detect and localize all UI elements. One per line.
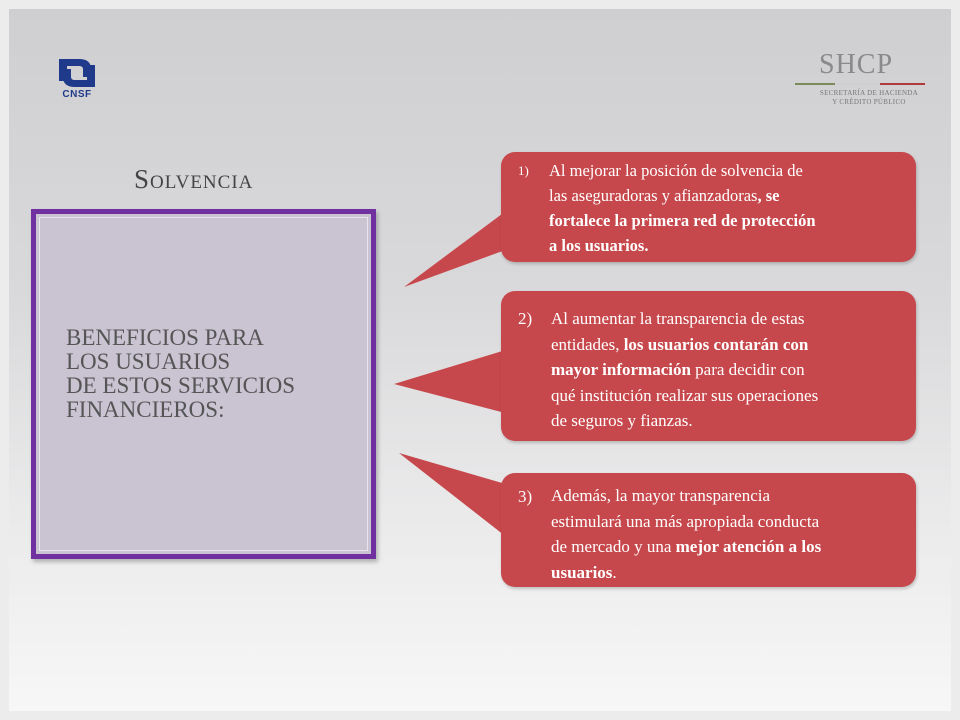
callout-2-line-4-segment-1: qué institución realizar sus operaciones (551, 385, 819, 405)
callout-2 (501, 291, 916, 441)
callout-1-line-3 (549, 208, 816, 233)
benefits-text (66, 326, 295, 422)
callout-2-number: 2) (518, 309, 533, 328)
callout-1-line-1 (549, 158, 816, 183)
benefits-line-1: BENEFICIOS PARA (66, 325, 264, 350)
callout-pointer-2 (394, 349, 509, 414)
callout-1-line-4-segment-1: a los usuarios. (549, 236, 649, 255)
callout-2-line-1 (551, 306, 818, 332)
callout-3 (501, 473, 916, 587)
callout-2-line-5-segment-1: de seguros y fianzas. (551, 411, 693, 430)
callout-3-line-1 (551, 483, 821, 509)
callout-1-line-2-segment-2: , se (757, 186, 780, 205)
callout-1-line-4 (549, 233, 816, 258)
callout-2-line-2-segment-1: entidades, (551, 334, 624, 354)
callout-3-line-2-segment-1: estimulará una más apropiada conducta (551, 511, 820, 531)
benefits-line-2: LOS USUARIOS (66, 349, 231, 374)
callout-1-line-1-segment-1: Al mejorar la posición de solvencia de (549, 161, 803, 180)
benefits-box (31, 209, 376, 559)
callout-2-line-3-segment-2: para decidir con (690, 360, 805, 379)
callout-3-line-3-segment-2: mejor atención a los (675, 537, 822, 556)
slide (9, 9, 951, 711)
shcp-title: SHCP (819, 49, 894, 80)
benefits-line-4: FINANCIEROS: (66, 397, 225, 422)
callout-1-line-2 (549, 183, 816, 208)
callout-1-line-3-segment-1: fortalece la primera red de protección (549, 211, 816, 230)
callout-2-line-4 (551, 383, 818, 409)
callout-2-body (551, 306, 818, 434)
shcp-subtitle-line-2: Y CRÉDITO PÚBLICO (832, 98, 906, 106)
callout-2-line-3-segment-1: mayor información (551, 360, 691, 379)
benefits-line-3: DE ESTOS SERVICIOS (66, 373, 296, 398)
callout-1-line-2-segment-1: las aseguradoras y afianzadoras (549, 186, 758, 205)
callout-3-body (551, 483, 821, 585)
callout-3-line-4-segment-1: usuarios (551, 562, 613, 582)
page-title: Solvencia (134, 164, 254, 194)
callout-pointer-3 (399, 453, 509, 539)
callout-3-line-1-segment-1: Además, la mayor transparencia (551, 486, 771, 505)
callout-2-line-3 (551, 357, 818, 383)
callout-3-line-2 (551, 509, 821, 535)
callout-3-line-4 (551, 560, 821, 586)
callout-2-line-2-segment-2: los usuarios contarán con (623, 334, 809, 354)
shcp-subtitle-line-1: SECRETARÍA DE HACIENDA (819, 89, 919, 97)
cnsf-label: CNSF (62, 89, 92, 100)
callout-1 (501, 152, 916, 262)
callout-2-line-2 (551, 332, 818, 358)
callout-1-body (549, 158, 816, 258)
callout-1-number: 1) (518, 163, 529, 178)
callout-3-line-3 (551, 534, 821, 560)
callout-3-line-3-segment-1: de mercado y una (551, 537, 676, 556)
callout-2-line-5 (551, 408, 818, 434)
callout-3-line-4-segment-2: . (612, 562, 617, 582)
callout-2-line-1-segment-1: Al aumentar la transparencia de estas (551, 309, 805, 328)
callout-3-number: 3) (518, 487, 533, 506)
